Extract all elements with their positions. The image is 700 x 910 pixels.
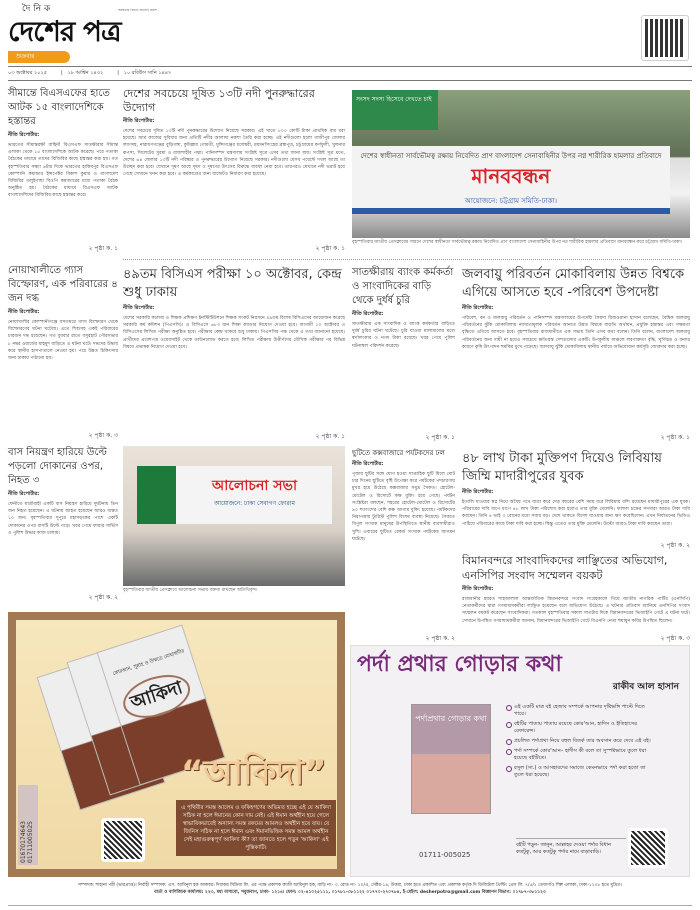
- purdah-book-advertisement[interactable]: [350, 645, 690, 877]
- ad-body: এ পৃথিবীর সমস্ত আলেম ও ফকিহগণের অভিমত হচ্ছে এই যে আকিদা সঠিক না হলে ঈমানের কোন দাম নেই। এই ঈমান অর্থহীন হয়ে গেলে স্বাভাবিকভাবেই অন্যান্য সমস্ত রকমের আমলও অর্থহীন হয়ে যায়। যে জিনিস সঠিক না হলে ঈমান এবং ঈমানভিত্তিক সমস্ত আমল অর্থহীন সেই মহাগুরুত্বপূর্ণ আকিদা কী? তা জানতে হলে পড়ুন 'আকিদা' এই পুস্তিকাটি।: [176, 800, 336, 856]
- banner-title: আলোচনা সভা: [211, 478, 298, 494]
- byline: নীতি রিপোর্টার:: [123, 118, 155, 124]
- qr-code-icon: [628, 828, 668, 868]
- ad-phone: 01711005025: [27, 821, 34, 863]
- ad-phones: [18, 785, 38, 865]
- banner-org: আয়োজনে: ঢাকা সেবাগণ ফোরাম: [214, 500, 295, 507]
- imprint-footer: [8, 882, 692, 896]
- ad-point: বইটির পাতায় পাতায় রয়েছে কোর'আন, হাদিস ও ইতিহাসের রেফারেন্স।: [506, 721, 656, 735]
- story-satkhira-theft: [352, 266, 455, 442]
- continued-link[interactable]: ২ পৃষ্ঠা ক. ১: [660, 434, 690, 441]
- story-bus-accident: [8, 446, 118, 602]
- continued-link[interactable]: ২ পৃষ্ঠা ক. ১: [315, 433, 345, 440]
- continued-link[interactable]: ২ পৃষ্ঠা ক. ৩: [88, 432, 118, 439]
- continued-link[interactable]: ২ পৃষ্ঠা ক. ৩: [660, 635, 690, 642]
- rally-photo-block: [352, 90, 690, 255]
- story-border-handover: [8, 87, 118, 253]
- headline[interactable]: সাতক্ষীরায় ব্যাংক কর্মকর্তা ও সাংবাদিকের বাড়ি থেকে দুর্ধর্ষ চুরি: [352, 267, 454, 306]
- book-subtitle: কোরআন, সুন্নাহ ও উম্মতে মোহাম্মদীর: [112, 648, 186, 678]
- ad-points: [506, 704, 656, 782]
- continued-link[interactable]: ২ পৃষ্ঠা ক. ২: [88, 594, 118, 601]
- story-airport-journalists: [462, 553, 690, 643]
- date-english: ০৩ অক্টোবর ২০২৫: [8, 70, 48, 76]
- divider: [8, 905, 692, 906]
- qr-code-icon: [641, 15, 689, 61]
- aqida-advertisement[interactable]: [8, 612, 345, 877]
- continued-link[interactable]: ২ পৃষ্ঠা ক. ১: [88, 245, 118, 252]
- weekday-badge: শুক্রবার: [8, 51, 70, 63]
- headline[interactable]: জলবায়ু পরিবর্তন মোকাবিলায় উন্নত বিশ্বকে এগিয়ে আসতে হবে -পরিবেশ উপদেষ্টা: [462, 267, 685, 300]
- byline: নীতি রিপোর্টার:: [462, 305, 494, 311]
- headline[interactable]: দেশের সবচেয়ে দূষিত ১৩টি নদী পুনরুদ্ধারের উদ্যোগ: [123, 87, 315, 114]
- date-hijri: ১০ রবিউস সানি ১৪৪৭: [123, 70, 172, 76]
- byline: নীতি রিপোর্টার:: [123, 305, 155, 311]
- meeting-photo: [123, 446, 345, 586]
- story-body: সাতক্ষীরায় এক সাংবাদিক ও ব্যাংক কর্মকর্তার বাড়িতে দুর্ধর্ষ চুরির ঘটনা ঘটেছে। চুরি যাওয়া মালামালের মধ্যে স্বর্ণালংকার ও নগদ টাকা রয়েছে। খবর পেয়ে পুলিশ ঘটনাস্থল পরিদর্শন করেছে।: [352, 322, 455, 349]
- photo-banner: [137, 466, 332, 524]
- imprint-line: সম্পাদক: শাহানা পন্নী (ভারপ্রাপ্ত)। নির্বাহী সম্পাদক: এস. আমিনুল হক আকবর। দিবাকর মিডিয়া লি. এর পক্ষে প্রকাশক কাজী আমিনুল হক, বাড়ি নং- ৩, রোড নং- ২০/এ, সেক্টর-১৪, উত্তরা, ঢাকা হতে প্রকাশিত এবং প্রকাশক কর্তৃক দি ডিজিটাল প্রিন্টিং প্রেস লি. ৭/৫/১ তেজগাঁও শিল্প এলাকা, ঢাকা-১২০৮ হতে মুদ্রিত।: [78, 883, 622, 888]
- continued-link[interactable]: ২ পৃষ্ঠা ক. ২: [660, 542, 690, 549]
- photo-caption: বৃহস্পতিবার জাতীয় প্রেসক্লাবের সামনে দেশের স্বাধীনতা সার্বভৌমত্ব রক্ষায় নিবেদিত প্রাণ বাংলাদেশ সেনাবাহিনীর উপর নগ্ন শারীরিক হামলার প্রতিবাদে মানববন্ধন করে চট্টগ্রাম সমিতি-ঢাকা।: [352, 240, 683, 245]
- story-river-restoration: [123, 87, 345, 253]
- byline: নীতি রিপোর্টার:: [8, 309, 40, 315]
- byline: নীতি রিপোর্টার:: [8, 491, 40, 497]
- rally-photo: [352, 90, 690, 238]
- divider: [8, 66, 692, 67]
- byline: নীতি রিপোর্টার:: [462, 489, 494, 495]
- book-title: আকিদা: [118, 667, 196, 726]
- story-body: দেশের সরকারি কলেজ ও শিক্ষক প্রশিক্ষণ ইনস্টিটিউশনে শিক্ষক সংকট নিরসনে ৪৯তম বিশেষ বিসিএসের আয়োজন করেছে সরকারি কর্ম কমিশন (পিএসসি)। এ বিসিএসে ৬৮৩ জন শিক্ষা ক্যাডার নিয়োগ দেওয়া হবে। আগামী ১০ অক্টোবর এ বিসিএসের লিখিত পরীক্ষা অনুষ্ঠিত হবে। পরীক্ষার কেন্দ্র থাকবে শুধু ঢাকায়। পিএসসির পক্ষ থেকে এ তথ্য জানানো হয়েছে। প্রার্থীদের প্রবেশপত্র ওয়েবসাইট থেকে ডাউনলোড করতে হবে। লিখিত পরীক্ষায় উত্তীর্ণদের মৌখিক পরীক্ষার পর বিভিন্ন বিষয়ে প্রভাষক নিয়োগ দেওয়া হবে।: [123, 316, 345, 350]
- story-body: ইতালি যাওয়ার স্বপ্ন নিয়ে অবৈধ পথে যাত্রা করে দেড় বছরের বেশি সময় ধরে লিবিয়ায় বন্দি রয়েছেন মাদারীপুরের এক যুবক। পরিবারের দাবি ধাপে ধাপে ৪৮ লাখ টাকা পরিশোধ করা হলেও তার মুক্তি মেলেনি। দালাল চক্রের সদস্যরা আরও টাকা দাবি করছেন। তিনি ৪ ভাই ৩ বোনের মধ্যে সবার বড়। দেশে থাকতে বিদেশ যাওয়ার জন্য ঋণ করেছিলেন। এখন নির্যাতনের ভিডিও পাঠিয়ে পরিবারের কাছে টাকা দাবি করা হচ্ছে। কিন্তু এতেও তার মুক্তি মেলেনি। উল্টো আরও টাকা দাবি করছেন তারা।: [462, 500, 690, 527]
- banner-text: দেশের স্বাধীনতা সার্বভৌমত্ব রক্ষায় নিবেদিত প্রাণ বাংলাদেশ সেনাবাহিনীর উপর নগ্ন শারীরিক হামলার প্রতিবাদে: [360, 152, 662, 161]
- photo-banner: [352, 146, 670, 214]
- book-cover: পর্দাপ্রথার গোড়ার কথা: [411, 704, 491, 814]
- byline: নীতি রিপোর্টার:: [8, 132, 40, 138]
- story-body: ভারতের সীমান্তরক্ষী বাহিনী বিএসএফ সাতক্ষীরার সীমান্ত এলাকা থেকে ১৫ বাংলাদেশিকে আটক করেছে। পরে পতাকা বৈঠকের মাধ্যমে তাদের বিজিবির কাছে হস্তান্তর করা হয়। গত বৃহস্পতিবার সন্ধ্যা ৬টার দিকে ভারতের হাকিমপুর বিএসএফ কোম্পানি কমান্ডার ইন্সপেক্টর বিকাশ কুমার ও বাংলাদেশ বিজিবির তলুইগাছা বিওপি কমান্ডারের মধ্যে পতাকা বৈঠক অনুষ্ঠিত হয়। বৈঠকের মাধ্যমে বিএসএফ আটক বাংলাদেশিদের বিজিবির কাছে হস্তান্তর করে।: [8, 143, 118, 199]
- divider: [8, 80, 692, 81]
- masthead-logo: দেশের পত্র: [8, 15, 121, 48]
- byline: নীতি রিপোর্টার:: [352, 461, 384, 467]
- story-coxs-bazar: [352, 448, 455, 643]
- headline[interactable]: বিমানবন্দরে সাংবাদিকদের লাঞ্ছিতের অভিযোগ, এনসিপির সংবাদ সম্মেলন বয়কট: [462, 554, 668, 582]
- qr-code-icon: [101, 818, 145, 862]
- story-body: রাজধানীর হযরত শাহজালাল আন্তর্জাতিক বিমানবন্দরে সংবাদ সংগ্রহকালে গিয়ে জাতীয় নাগরিক পার্টির (এনসিপি) নেতাকর্মীদের দ্বারা গণমাধ্যমকর্মীরা লাঞ্ছিত হয়েছেন বলে অভিযোগ উঠেছে। এ ঘটনার প্রতিবাদ জানিয়ে এনসিপির সংবাদ সম্মেলন বয়কট করেছেন সাংবাদিকরা। গতকাল বৃহস্পতিবার সকাল সাতটার দিকে বিমানবন্দরের ভিআইপি গেটে এ ঘটনা ঘটে। সেখানে উপস্থিত গণমাধ্যমকর্মীরা জানান, বিমানবন্দরের ভিআইপি গেটে বিএনপি নেতা হুমায়ুন কবির উপস্থিত ছিলেন।: [462, 597, 690, 624]
- ad-note: বইটি পড়ুন- জানুন, আল্লাহর দেওয়া পর্দার বিধান কতটুকু, আর কতটুকু পর্দার নামে বাড়াবাড়ি।: [516, 838, 626, 856]
- byline: নীতি রিপোর্টার:: [352, 311, 384, 317]
- photo-caption: বৃহস্পতিবার জাতীয় প্রেসক্লাবে আলোচনা সভায় বক্তব্য রাখছেন অতিথিবৃন্দ।: [123, 588, 258, 593]
- masthead-tagline: অবক্ষয়ের বিরুদ্ধে আলোর প্রকাশ: [118, 8, 157, 12]
- ad-point: প্রচলিত পর্দাপ্রথা নিয়ে বহুল বিতর্ক তার অবসান করে দেবে এই বই।: [506, 738, 656, 745]
- divider: [123, 259, 690, 260]
- headline[interactable]: বাস নিয়ন্ত্রণ হারিয়ে উল্টে পড়লো দোকানের ওপর, নিহত ৩: [8, 447, 107, 486]
- meeting-photo-block: [123, 446, 345, 602]
- banner-title: মানববন্ধন: [471, 164, 551, 189]
- date-bangla: ১৮ আশ্বিন ১৪৩২: [67, 70, 104, 76]
- banner-org: আয়োজনে: চট্টগ্রাম সমিতি-ঢাকা।: [464, 197, 557, 206]
- story-libya-hostage: [462, 450, 690, 550]
- ad-point: পর্দা সম্পর্কে কোর'আন– হাদীস কী বলে তা সুস্পষ্টভাবে তুলে ধরা হয়েছে বইটিতে।: [506, 748, 656, 762]
- byline: নীতি রিপোর্টার:: [462, 586, 494, 592]
- masthead-daily: দৈ নি ক: [22, 4, 51, 14]
- ad-point: রসুল (সা.) ও আসহাবদের সমাজে কেমনভাবে পর্দা করা হতো তা তুলে ধরা হয়েছে।: [506, 765, 656, 779]
- ad-author: রাকীব আল হাসান: [612, 682, 679, 692]
- story-bcs-exam: [123, 266, 345, 441]
- headline[interactable]: ৪৯তম বিসিএস পরীক্ষা ১০ অক্টোবর, কেন্দ্র শুধু ঢাকায়: [123, 267, 342, 300]
- story-body: নোয়াখালীর কোম্পানীগঞ্জে বসতঘরে গ্যাস বিস্ফোরণ থেকে বিস্ফোরণের ঘটনা ঘটেছে। এতে শিশুসহ একই পরিবারের চারজন দগ্ধ হয়েছেন। গত বুধবার রাতে বসুরহাট পৌরসভার ৮ নম্বর ওয়ার্ডের মাহমুদ বাড়িতে এ ঘটনা ঘটে। দগ্ধদের উদ্ধার করে স্থানীয় হাসপাতালে নেওয়া হয়। পরে উন্নত চিকিৎসার জন্য ঢাকায় পাঠানো হয়।: [8, 320, 118, 362]
- story-body: ফেনীতে যাত্রীবাহী একটি বাস নিয়ন্ত্রণ হারিয়ে দুর্ঘটনায় তিন জন নিহত হয়েছেন। এ ঘটনায় আহত হয়েছেন আরও অন্তত ১০ জন। বৃহস্পতিবার দুপুরে মহাসড়কের পাশে একটি দোকানের ওপর বাসটি উল্টে পড়ে। খবর পেয়ে ফায়ার সার্ভিস ও পুলিশ উদ্ধার কাজ চালায়।: [8, 502, 118, 536]
- ad-phone: 01670174643: [20, 821, 27, 863]
- dateline: ০৩ অক্টোবর ২০২৫ | ১৮ আশ্বিন ১৪৩২ | ১০ রবিউস সানি ১৪৪৭: [8, 70, 172, 76]
- story-body: পূজার ছুটির সঙ্গে যোগ হওয়া সাপ্তাহিক ছুটি মিলে মোট চার দিনের ছুটিতে বৃষ্টি উপেক্ষা করে পর্যটকের পদচারণায় মুখর হয়ে উঠেছে কক্সবাজার সমুদ্র সৈকত। হোটেল-মোটেল ও রিসোর্টে কক্ষ বুকিং হয়ে গেছে। পর্যটন সংশ্লিষ্টরা বলছেন, শহরের হোটেল-মোটেল ও রিসোর্টের ৯০ শতাংশের বেশি কক্ষ আগাম বুকিং হয়েছে। পর্যটকদের নিরাপত্তায় ট্যুরিস্ট পুলিশ বিশেষ ব্যবস্থা নিয়েছে। সৈকতে বিপুল সংখ্যক মানুষের উপস্থিতিতে স্থানীয় ব্যবসায়ীরাও খুশি। এবারের ছুটিতে রেকর্ড সংখ্যক পর্যটকের আগমন ঘটেছে।: [352, 472, 455, 542]
- ad-point: এই একটি মাত্র বই হেজাব সম্পর্কে আপনার দৃষ্টিভঙ্গি পাল্টে দিতে পারে।: [506, 704, 656, 718]
- ad-phone: 01711-005025: [419, 851, 471, 859]
- story-gas-explosion: [8, 264, 118, 440]
- headline[interactable]: সীমান্তে বিএসএফের হাতে আটক ১৫ বাংলাদেশিকে হস্তান্তর: [8, 88, 110, 127]
- ad-headline: “আকিদা”: [181, 753, 327, 793]
- headline[interactable]: ৪৮ লাখ টাকা মুক্তিপণ দিয়েও লিবিয়ায় জিম্মি মাদারীপুরের যুবক: [462, 451, 662, 484]
- story-climate: [462, 266, 690, 442]
- story-body: দেশের সবচেয়ে দূষিত ১৩টি নদী পুনরুদ্ধারের উদ্যোগ নিয়েছে সরকার। এই খাতে ৮০০ কোটি টাকা প্রাথমিক ব্যয় ধরা হয়েছে। আর কাজের সুবিধার জন্য প্রতিটি নদীর আলাদা নকশা তৈরি করা হচ্ছে। এই নদীগুলো হলো গাজীপুর জেলার লবণদহ, নারায়ণগঞ্জের বুড়িগঙ্গা, কুমিল্লার গোমতী, মুন্সিগঞ্জের ধলেশ্বরী, ময়মনসিংহের ব্রহ্মপুত্র, চট্টগ্রামের কর্ণফুলী, খুলনার রূপসা, সিলেটের সুরমা ও রাজশাহীর পদ্মা। পানিসম্পদ মন্ত্রণালয় সংশ্লিষ্ট সূত্রে এসব তথ্য জানা যায়। সংশ্লিষ্ট সূত্র মতে, দেশের ৬৪ জেলার ১৩টি নদী পরিষ্কার ও পুনরুদ্ধারের উদ্যোগ নিয়েছে সরকার। নদীগুলো যেসব পয়েন্টে দখল আছে তা উচ্ছেদ করা হবে। যেখানে দূষণ আছে দূষণ ও দূষণের উৎসের বিরুদ্ধে ব্যবস্থা নেয়া হবে। তারপরও যেখানে নদী ভরাট হয়ে গেছে সেখানে খনন করা হবে। এ কর্মকাণ্ডের জন্য বাজেটও নির্ধারণ করা হয়েছে।: [123, 129, 345, 178]
- ad-title: পর্দা প্রথার গোড়ার কথা: [357, 652, 562, 677]
- continued-link[interactable]: ২ পৃষ্ঠা ক. ১: [315, 245, 345, 252]
- photo-sign: সংসদ সদস্য হিসেবে দেখতে চাই: [352, 90, 438, 130]
- headline[interactable]: ছুটিতে কক্সবাজারে পর্যটকদের ঢল: [352, 449, 445, 457]
- imprint-line: বার্তা ও বাণিজ্যিক কার্যালয়: ২২৩, মধ্য বাসাবো, সবুজবাগ, ঢাকা- ১২১৪। ফোন: ০২-৪১০২৫১১১, ০১৭৮১-৩৮১১২২ ০১৭৭০-২৭০৭৮৪, ই-মেইল: desherpotro@gmail.com বিজ্ঞাপন বিভাগ: ০১৭৮৭-৩৮১১২৩: [154, 890, 546, 895]
- continued-link[interactable]: ২ পৃষ্ঠা ক. ১: [425, 434, 455, 441]
- headline[interactable]: নোয়াখালীতে গ্যাস বিস্ফোরণ, এক পরিবারের ৪ জন দগ্ধ: [8, 265, 118, 304]
- continued-link[interactable]: ২ পৃষ্ঠা ক. ২: [425, 635, 455, 642]
- story-body: পরিবেশ, বন ও জলবায়ু পরিবর্তন ও পানিসম্পদ মন্ত্রণালয়ের উপদেষ্টা সৈয়দা রিজওয়ানা হাসান বলেছেন, বৈশ্বিক জলবায়ু পরিবর্তনের ঝুঁকি মোকাবিলায় ন্যায্যতামূলক পরিবর্তন আনতে উন্নত বিশ্বকে বাড়তি অর্থায়ন, প্রযুক্তি হস্তান্তর এবং সক্ষমতা বৃদ্ধিতে এগিয়ে আসতে হবে। বৃহস্পতিবার রাজধানীতে এক সভায় তিনি এসব কথা বলেন। তিনি বলেন, বাংলাদেশ জলবায়ু পরিবর্তনের জন্য দায়ী না হয়েও সবচেয়ে ক্ষতিগ্রস্ত দেশগুলোর একটি। উপকূলীয় অঞ্চলে লবণাক্ততা বৃদ্ধি, ঘূর্ণিঝড় ও বন্যার কারণে কৃষি উৎপাদন হুমকির মুখে পড়েছে। জলবায়ু ঝুঁকি মোকাবিলায় স্থানীয় পর্যায়ে অভিযোজন কর্মসূচি জোরদার করা হচ্ছে।: [462, 316, 690, 350]
